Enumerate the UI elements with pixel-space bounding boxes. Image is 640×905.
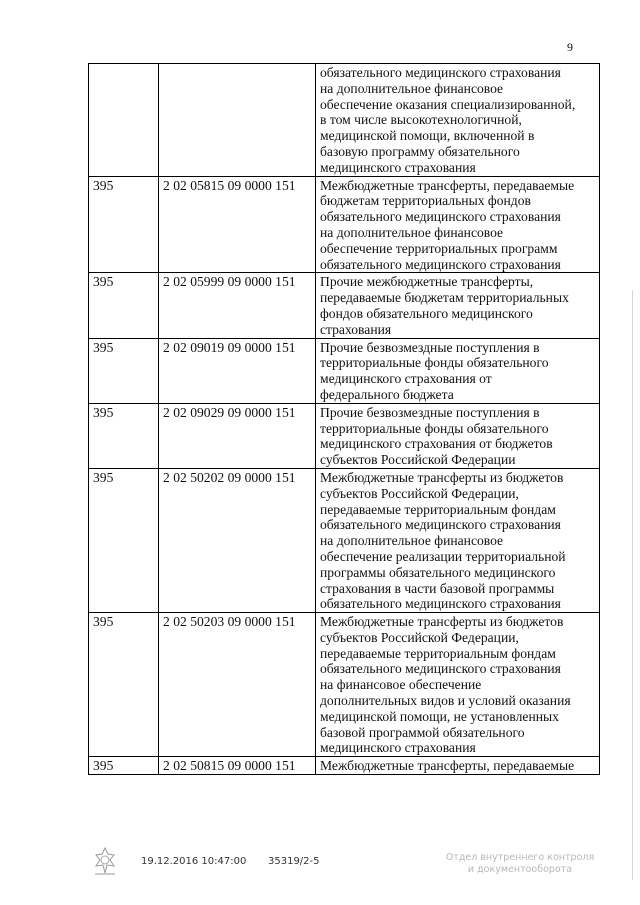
revenue-codes-table [88,63,600,775]
description-line: обеспечение оказания специализированной, [320,96,576,112]
description-line: медицинского страхования от [320,371,492,387]
description-line: Межбюджетные трансферты, передаваемые [320,758,575,774]
description-line: обязательного медицинского страхования [320,209,561,225]
table-row [89,403,600,468]
description-cell [316,468,600,612]
description-cell [316,176,600,273]
table-row [89,613,600,757]
scan-edge-line [632,290,633,880]
description-line: федерального бюджета [320,386,454,402]
admin-code-cell [89,64,159,177]
stamp-icon [92,846,118,876]
admin-code-cell: 395 [89,273,159,338]
footer-date: 19.12.2016 10:47:00 [141,856,247,867]
description-line: медицинского страхования от бюджетов [320,436,553,452]
description-line: передаваемые территориальным фондам [320,501,556,517]
description-line: обеспечение территориальных программ [320,240,558,256]
description-line: в том числе высокотехнологичной, [320,112,522,128]
revenue-code-cell [159,64,316,177]
admin-code-cell: 395 [89,757,159,775]
footer-doc-number: 35319/2-5 [268,856,320,867]
revenue-code-cell: 2 02 50815 09 0000 151 [159,757,316,775]
revenue-code-cell: 2 02 05815 09 0000 151 [159,176,316,273]
description-line: Межбюджетные трансферты из бюджетов [320,469,564,485]
table-row [89,64,600,177]
description-line: обязательного медицинского страхования [320,661,561,677]
description-cell [316,338,600,403]
description-line: страхования в части базовой программы [320,580,555,596]
watermark-line: и документооборота [467,864,573,875]
admin-code-cell: 395 [89,613,159,757]
revenue-code-cell: 2 02 09029 09 0000 151 [159,403,316,468]
description-line: обязательного медицинского страхования [320,65,561,80]
revenue-code-cell: 2 02 50202 09 0000 151 [159,468,316,612]
description-line: Прочие межбюджетные трансферты, [320,274,534,290]
description-line: медицинского страхования [320,740,476,756]
page-number: 9 [567,40,573,54]
description-line: обязательного медицинского страхования [320,256,561,272]
revenue-code-cell: 2 02 05999 09 0000 151 [159,273,316,338]
description-cell [316,403,600,468]
description-cell [316,613,600,757]
table-row [89,338,600,403]
description-line: медицинской помощи, включенной в [320,128,535,144]
description-line: дополнительных видов и условий оказания [320,693,571,709]
description-line: обязательного медицинского страхования [320,596,561,612]
table-row [89,468,600,612]
description-line: обязательного медицинского страхования [320,517,561,533]
description-line: субъектов Российской Федерации, [320,485,519,501]
description-line: медицинской помощи, не установленных [320,708,559,724]
description-line: Межбюджетные трансферты, передаваемые [320,177,575,193]
table-row [89,273,600,338]
description-line: фондов обязательного медицинского [320,305,533,321]
description-line: на дополнительное финансовое [320,224,504,240]
description-line: бюджетам территориальных фондов [320,193,531,209]
revenue-code-cell: 2 02 50203 09 0000 151 [159,613,316,757]
description-line: Межбюджетные трансферты из бюджетов [320,614,564,630]
description-line: страхования [320,321,392,337]
description-line: передаваемые территориальным фондам [320,645,556,661]
description-line: программы обязательного медицинского [320,564,556,580]
description-cell [316,757,600,775]
watermark-text [445,852,595,876]
watermark-line: Отдел внутреннего контроля [445,852,595,863]
table-row [89,176,600,273]
description-line: на финансовое обеспечение [320,677,482,693]
description-line: на дополнительное финансовое [320,533,504,549]
admin-code-cell: 395 [89,403,159,468]
description-line: передаваемые бюджетам территориальных [320,290,569,306]
description-line: субъектов Российской Федерации, [320,629,519,645]
description-line: базовую программу обязательного [320,143,520,159]
table-body [89,64,600,775]
description-line: территориальные фонды обязательного [320,420,549,436]
admin-code-cell: 395 [89,468,159,612]
admin-code-cell: 395 [89,176,159,273]
description-cell [316,64,600,177]
description-line: Прочие безвозмездные поступления в [320,339,540,355]
description-line: медицинского страхования [320,159,476,175]
revenue-code-cell: 2 02 09019 09 0000 151 [159,338,316,403]
description-cell [316,273,600,338]
description-line: базовой программой обязательного [320,724,525,740]
description-line: территориальные фонды обязательного [320,355,549,371]
description-line: на дополнительное финансовое [320,80,504,96]
table-row [89,757,600,775]
description-line: субъектов Российской Федерации [320,452,516,468]
description-line: Прочие безвозмездные поступления в [320,404,540,420]
admin-code-cell: 395 [89,338,159,403]
description-line: обеспечение реализации территориальной [320,548,566,564]
